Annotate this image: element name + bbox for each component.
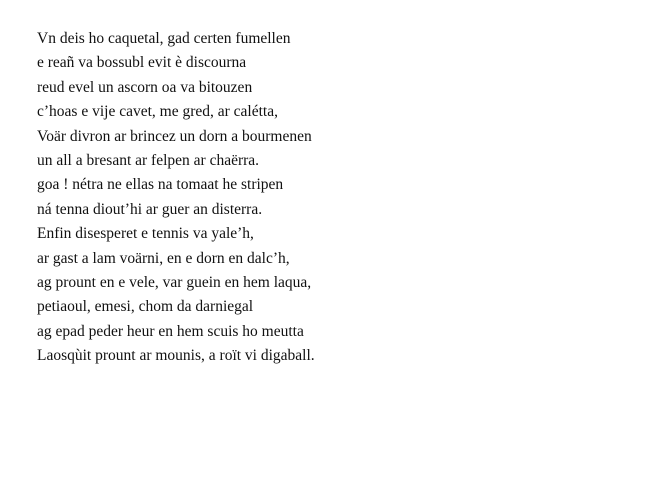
verse-line: un all a bresant ar felpen ar chaërra. [37,151,260,169]
verse-line: ná tenna diout’hi ar guer an disterra. [37,200,263,218]
verse-line: Vn deis ho caquetal, gad certen fumellen [37,30,291,47]
poem-text [37,27,315,368]
verse-line: reud evel un ascorn oa va bitouzen [37,78,253,96]
verse-line: e reañ va bossubl evit è discourna [37,54,247,72]
verse-line: ag prount en e vele, var guein en hem laqua, [37,273,312,291]
verse-line: c’hoas e vije cavet, me gred, ar calétta, [37,103,278,121]
verse-line: ag epad peder heur en hem scuis ho meutta [37,322,304,340]
verse-line: Laosqùit prount ar mounis, a roït vi digaball. [37,347,315,365]
verse-line: ar gast a lam voärni, en e dorn en dalc’h, [37,249,290,267]
verse-line: petiaoul, emesi, chom da darniegal [37,298,254,316]
verse-line: Voär divron ar brincez un dorn a bourmenen [37,127,312,145]
verse-line: goa ! nétra ne ellas na tomaat he stripen [37,176,284,194]
verse-line: Enfin disesperet e tennis va yale’h, [37,225,254,243]
